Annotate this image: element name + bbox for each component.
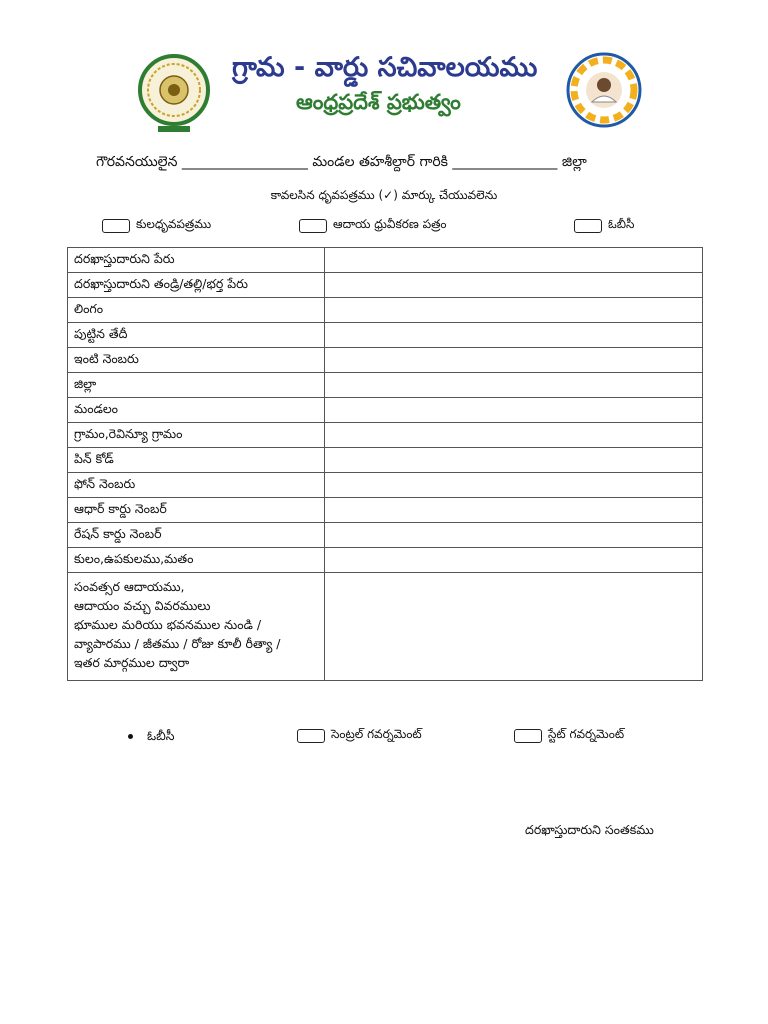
pincode-field[interactable]: [325, 448, 703, 473]
row-label-house-number: ఇంటి నెంబరు: [68, 348, 325, 373]
row-label-gender: లింగం: [68, 298, 325, 323]
central-government-option[interactable]: [297, 727, 422, 744]
state-government-option[interactable]: [514, 727, 624, 744]
table-row: [68, 423, 703, 448]
state-government-label: స్టేట్ గవర్నమెంట్: [548, 727, 625, 741]
table-row: [68, 573, 703, 681]
central-government-label: సెంట్రల్ గవర్నమెంట్: [331, 727, 422, 741]
cm-portrait-badge-icon: [566, 52, 642, 128]
phone-field[interactable]: [325, 473, 703, 498]
income-label-line: ఇతర మార్గముల ద్వారా: [74, 655, 190, 670]
village-field[interactable]: [325, 423, 703, 448]
row-label-aadhar: ఆధార్ కార్డు నెంబర్: [68, 498, 325, 523]
district-name-blank[interactable]: _______________: [452, 154, 558, 170]
certificate-prompt: కావలసిన ధృవపత్రము (✓) మార్కు చేయువలెను: [270, 188, 498, 202]
table-row: [68, 373, 703, 398]
mandal-field[interactable]: [325, 398, 703, 423]
row-label-parent-name: దరఖాస్తుదారుని తండ్రి/తల్లి/భర్త పేరు: [68, 273, 325, 298]
table-row: [68, 323, 703, 348]
row-label-district: జిల్లా: [68, 373, 325, 398]
addressee-middle: మండల తహశీల్దార్ గారికి: [312, 154, 448, 170]
obc-certificate-checkbox[interactable]: [574, 219, 602, 233]
income-label-line: భూముల మరియు భవనముల నుండి /: [74, 617, 262, 632]
table-row: [68, 473, 703, 498]
aadhar-field[interactable]: [325, 498, 703, 523]
district-blank[interactable]: __________________: [181, 154, 308, 170]
caste-certificate-option[interactable]: [102, 217, 211, 234]
state-government-checkbox[interactable]: [514, 729, 542, 743]
table-row: [68, 248, 703, 273]
row-label-mandal: మండలం: [68, 398, 325, 423]
gender-field[interactable]: [325, 298, 703, 323]
row-label-dob: పుట్టిన తేదీ: [68, 323, 325, 348]
row-label-income: [68, 573, 325, 681]
ap-state-emblem-icon: [136, 52, 212, 136]
dob-field[interactable]: [325, 323, 703, 348]
header-title: గ్రామ - వార్డు సచివాలయము: [232, 52, 538, 83]
table-row: [68, 548, 703, 573]
obc-certificate-option[interactable]: [574, 217, 634, 234]
row-label-caste: కులం,ఉపకులము,మతం: [68, 548, 325, 573]
income-certificate-label: ఆదాయ ధ్రువీకరణ పత్రం: [333, 217, 447, 231]
district-field[interactable]: [325, 373, 703, 398]
table-row: [68, 273, 703, 298]
caste-certificate-label: కులధృవపత్రము: [136, 217, 212, 231]
obc-bullet: [128, 728, 175, 747]
table-row: [68, 348, 703, 373]
table-row: [68, 448, 703, 473]
header-subtitle: ఆంధ్రప్రదేశ్ ప్రభుత్వం: [296, 90, 461, 114]
caste-field[interactable]: [325, 548, 703, 573]
applicant-details-table: [67, 247, 703, 681]
bullet-icon: [128, 734, 133, 739]
income-certificate-option[interactable]: [299, 217, 447, 234]
table-row: [68, 298, 703, 323]
central-government-checkbox[interactable]: [297, 729, 325, 743]
parent-name-field[interactable]: [325, 273, 703, 298]
house-number-field[interactable]: [325, 348, 703, 373]
income-label-line: ఆదాయం వచ్చు వివరములు: [74, 598, 211, 613]
income-field[interactable]: [325, 573, 703, 681]
obc-bullet-label: ఓబీసీ: [147, 728, 175, 743]
addressee-line: [96, 154, 696, 173]
row-label-ration-card: రేషన్ కార్డు నెంబర్: [68, 523, 325, 548]
table-row: [68, 498, 703, 523]
income-label-line: సంవత్సర ఆదాయము,: [74, 579, 185, 594]
addressee-prefix: గౌరవనయులైన: [96, 154, 178, 170]
income-label-line: వ్యాపారము / జీతము / రోజు కూలీ రీత్యా /: [74, 636, 281, 651]
applicant-signature-label: దరఖాస్తుదారుని సంతకము: [525, 822, 654, 837]
row-label-village: గ్రామం,రెవిన్యూ గ్రామం: [68, 423, 325, 448]
ration-card-field[interactable]: [325, 523, 703, 548]
row-label-phone: ఫోన్ నెంబరు: [68, 473, 325, 498]
row-label-pincode: పిన్ కోడ్: [68, 448, 325, 473]
row-label-applicant-name: దరఖాస్తుదారుని పేరు: [68, 248, 325, 273]
obc-certificate-label: ఓబీసీ: [608, 217, 635, 231]
addressee-suffix: జిల్లా: [561, 154, 587, 170]
table-row: [68, 523, 703, 548]
caste-certificate-checkbox[interactable]: [102, 219, 130, 233]
applicant-name-field[interactable]: [325, 248, 703, 273]
table-row: [68, 398, 703, 423]
income-certificate-checkbox[interactable]: [299, 219, 327, 233]
